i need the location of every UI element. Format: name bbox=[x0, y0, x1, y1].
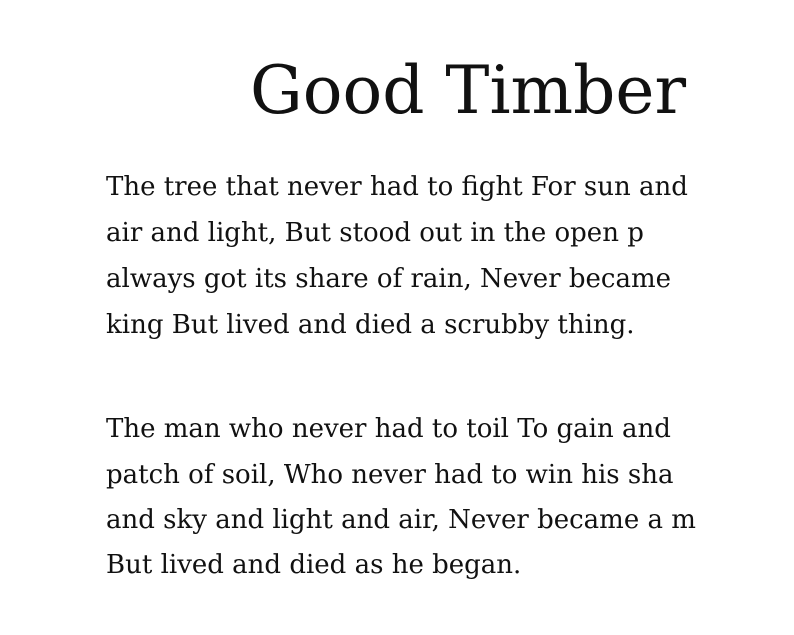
poem-line: air and light, But stood out in the open p bbox=[106, 218, 644, 248]
poem-line: and sky and light and air, Never became a m bbox=[106, 505, 696, 535]
page-title: Good Timber bbox=[250, 52, 686, 129]
poem-line: But lived and died as he began. bbox=[106, 550, 522, 580]
poem-line: The tree that never had to fight For sun and bbox=[106, 172, 688, 202]
poem-line: patch of soil, Who never had to win his sha bbox=[106, 460, 674, 490]
poem-line: The man who never had to toil To gain and bbox=[106, 414, 671, 444]
poem-line: always got its share of rain, Never became bbox=[106, 264, 672, 294]
poem-line: king But lived and died a scrubby thing. bbox=[106, 310, 635, 340]
